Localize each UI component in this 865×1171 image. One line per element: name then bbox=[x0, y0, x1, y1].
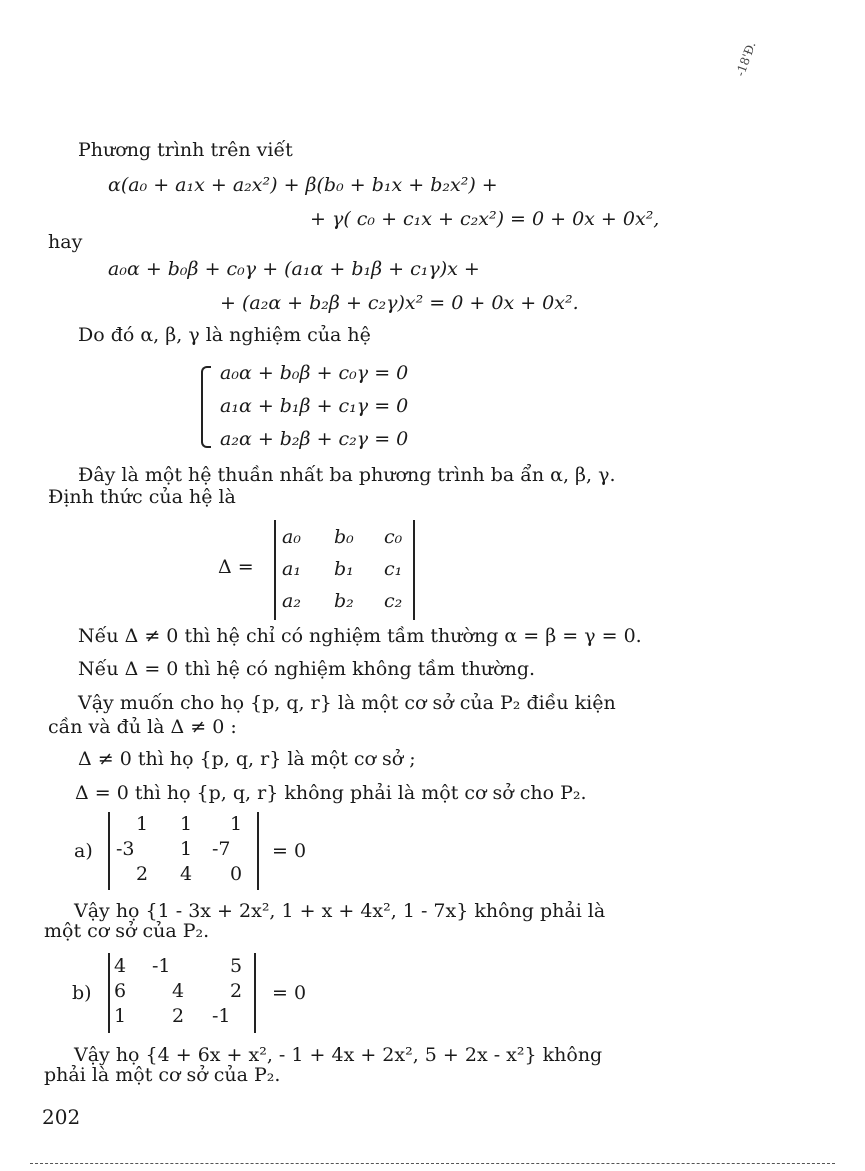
determinant-bar-right bbox=[257, 812, 259, 890]
text-line: Do đó α, β, γ là nghiệm của hệ bbox=[78, 324, 371, 346]
text-line: Định thức của hệ là bbox=[48, 486, 236, 508]
equation-line: α(a₀ + a₁x + a₂x²) + β(b₀ + b₁x + b₂x²) + bbox=[108, 174, 498, 196]
det-cell: -1 bbox=[152, 955, 171, 977]
text-line: Đây là một hệ thuần nhất ba phương trình ba ẩn α, β, γ. bbox=[78, 464, 616, 486]
part-label-b: b) bbox=[72, 982, 92, 1004]
det-cell: 6 bbox=[114, 980, 127, 1002]
determinant-bar-left bbox=[274, 520, 276, 620]
det-cell: 4 bbox=[180, 863, 193, 885]
text-line: Nếu Δ ≠ 0 thì hệ chỉ có nghiệm tầm thường α = β = γ = 0. bbox=[78, 625, 642, 647]
text-line: Δ ≠ 0 thì họ {p, q, r} là một cơ sở ; bbox=[78, 748, 416, 770]
equals-zero: = 0 bbox=[272, 840, 307, 862]
text-line: hay bbox=[48, 231, 83, 253]
det-cell: b₁ bbox=[334, 558, 354, 580]
det-cell: 4 bbox=[114, 955, 127, 977]
det-cell: 1 bbox=[114, 1005, 127, 1027]
det-cell: c₁ bbox=[384, 558, 403, 580]
text-line: Phương trình trên viết bbox=[78, 139, 293, 161]
determinant-bar-right bbox=[254, 953, 256, 1033]
equals-zero: = 0 bbox=[272, 982, 307, 1004]
det-cell: -7 bbox=[212, 838, 231, 860]
det-cell: b₂ bbox=[334, 590, 354, 612]
system-equation-1: a₀α + b₀β + c₀γ = 0 bbox=[220, 362, 409, 384]
det-cell: 1 bbox=[230, 813, 243, 835]
det-cell: 5 bbox=[230, 955, 243, 977]
text-line: phải là một cơ sở của P₂. bbox=[44, 1064, 281, 1086]
system-equation-2: a₁α + b₁β + c₁γ = 0 bbox=[220, 395, 409, 417]
system-brace bbox=[201, 366, 211, 448]
det-cell: c₂ bbox=[384, 590, 403, 612]
det-cell: b₀ bbox=[334, 526, 354, 548]
det-cell: -1 bbox=[212, 1005, 231, 1027]
det-cell: a₂ bbox=[282, 590, 301, 612]
text-line: Vậy họ {4 + 6x + x², - 1 + 4x + 2x², 5 + 2x - x²} không bbox=[74, 1044, 603, 1066]
determinant-bar-right bbox=[413, 520, 415, 620]
equation-line: + γ( c₀ + c₁x + c₂x²) = 0 + 0x + 0x², bbox=[310, 208, 660, 230]
text-line: Δ = 0 thì họ {p, q, r} không phải là một cơ sở cho P₂. bbox=[75, 782, 587, 804]
det-cell: 4 bbox=[172, 980, 185, 1002]
det-cell: 2 bbox=[172, 1005, 185, 1027]
determinant-bar-left bbox=[108, 953, 110, 1033]
equation-line: + (a₂α + b₂β + c₂γ)x² = 0 + 0x + 0x². bbox=[220, 292, 579, 314]
corner-mark: -18'Đ. bbox=[733, 39, 759, 79]
determinant-bar-left bbox=[108, 812, 110, 890]
det-cell: 2 bbox=[230, 980, 243, 1002]
equation-line: a₀α + b₀β + c₀γ + (a₁α + b₁β + c₁γ)x + bbox=[108, 258, 480, 280]
system-equation-3: a₂α + b₂β + c₂γ = 0 bbox=[220, 428, 409, 450]
text-line: Vậy họ {1 - 3x + 2x², 1 + x + 4x², 1 - 7x} không phải là bbox=[74, 900, 606, 922]
det-cell: 2 bbox=[136, 863, 149, 885]
det-cell: 1 bbox=[136, 813, 149, 835]
text-line: một cơ sở của P₂. bbox=[44, 920, 210, 942]
det-cell: a₁ bbox=[282, 558, 301, 580]
bottom-edge-rule bbox=[30, 1163, 835, 1164]
det-cell: -3 bbox=[116, 838, 135, 860]
text-line: Vậy muốn cho họ {p, q, r} là một cơ sở của P₂ điều kiện bbox=[78, 692, 616, 714]
delta-label: Δ = bbox=[218, 556, 254, 578]
part-label-a: a) bbox=[74, 840, 93, 862]
det-cell: c₀ bbox=[384, 526, 403, 548]
det-cell: a₀ bbox=[282, 526, 301, 548]
det-cell: 1 bbox=[180, 838, 193, 860]
text-line: cần và đủ là Δ ≠ 0 : bbox=[48, 716, 237, 738]
page-number: 202 bbox=[42, 1105, 81, 1129]
text-line: Nếu Δ = 0 thì hệ có nghiệm không tầm thường. bbox=[78, 658, 536, 680]
det-cell: 1 bbox=[180, 813, 193, 835]
det-cell: 0 bbox=[230, 863, 243, 885]
